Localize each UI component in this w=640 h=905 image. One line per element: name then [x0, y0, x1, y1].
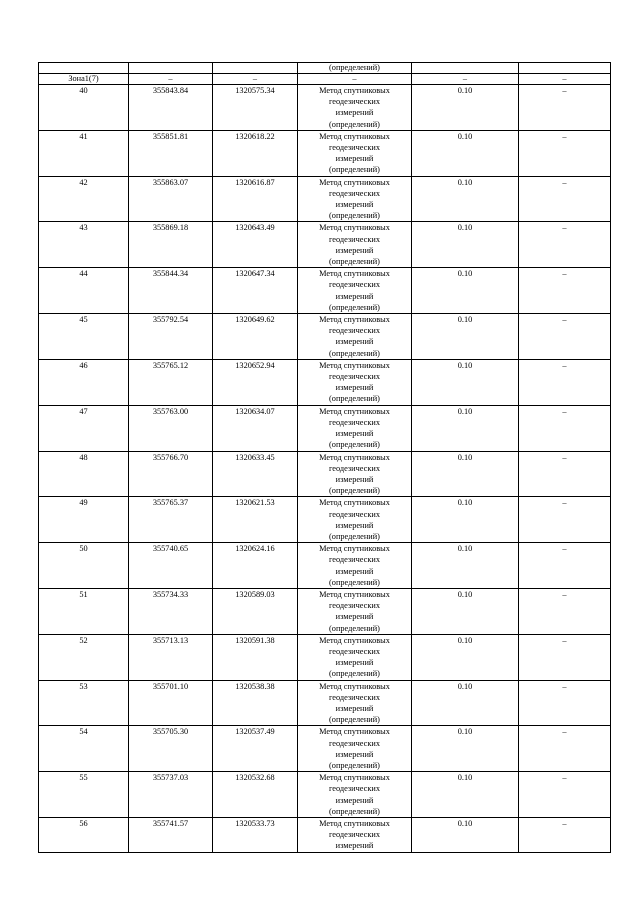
table-row — [39, 451, 611, 497]
method-line: Метод спутниковых — [319, 635, 390, 645]
point-number: 44 — [39, 268, 129, 314]
coord-y: 1320533.73 — [213, 818, 298, 853]
method-cell — [298, 451, 412, 497]
table-row — [39, 497, 611, 543]
method-line: (определений) — [329, 302, 380, 312]
note-cell: – — [519, 314, 611, 360]
table-row — [39, 634, 611, 680]
note-cell: – — [519, 634, 611, 680]
table-row — [39, 359, 611, 405]
method-line: геодезических — [329, 738, 380, 748]
method-line: геодезических — [329, 326, 380, 336]
method-line: (определений) — [329, 165, 380, 175]
point-number: 45 — [39, 314, 129, 360]
method-line: (определений) — [329, 119, 380, 129]
coord-y: 1320575.34 — [213, 85, 298, 131]
note-cell: – — [519, 405, 611, 451]
method-cell — [298, 405, 412, 451]
note-cell: – — [519, 176, 611, 222]
accuracy-value: 0.10 — [412, 726, 519, 772]
method-line: измерений — [335, 474, 374, 484]
method-line: геодезических — [329, 372, 380, 382]
method-line: измерений — [335, 520, 374, 530]
accuracy-value: 0.10 — [412, 222, 519, 268]
method-line: Метод спутниковых — [319, 589, 390, 599]
coord-x: 355765.12 — [129, 359, 213, 405]
point-number: 41 — [39, 130, 129, 176]
coord-y: 1320532.68 — [213, 772, 298, 818]
table-row — [39, 268, 611, 314]
method-line: геодезических — [329, 509, 380, 519]
zone-label: Зона1(7) — [39, 74, 129, 85]
method-line: Метод спутниковых — [319, 452, 390, 462]
accuracy-value: 0.10 — [412, 176, 519, 222]
coord-x: 355737.03 — [129, 772, 213, 818]
accuracy-value: 0.10 — [412, 451, 519, 497]
coord-x: 355741.57 — [129, 818, 213, 853]
table-row — [39, 726, 611, 772]
coord-y: 1320652.94 — [213, 359, 298, 405]
method-line: измерений — [335, 703, 374, 713]
coord-x: 355869.18 — [129, 222, 213, 268]
coord-y: 1320537.49 — [213, 726, 298, 772]
accuracy-value: 0.10 — [412, 497, 519, 543]
method-line: измерений — [335, 154, 374, 164]
method-line: геодезических — [329, 188, 380, 198]
method-line: Метод спутниковых — [319, 315, 390, 325]
point-number: 50 — [39, 543, 129, 589]
point-number: 56 — [39, 818, 129, 853]
table-row — [39, 818, 611, 853]
table-row — [39, 680, 611, 726]
point-number: 40 — [39, 85, 129, 131]
table-row — [39, 222, 611, 268]
method-line: (определений) — [329, 211, 380, 221]
method-cell — [298, 634, 412, 680]
coord-x: 355701.10 — [129, 680, 213, 726]
coord-y: 1320643.49 — [213, 222, 298, 268]
coord-y: 1320647.34 — [213, 268, 298, 314]
method-line: Метод спутниковых — [319, 681, 390, 691]
method-line: измерений — [335, 795, 374, 805]
coord-x: 355765.37 — [129, 497, 213, 543]
point-number: 48 — [39, 451, 129, 497]
method-line: (определений) — [329, 394, 380, 404]
cell-empty — [213, 63, 298, 74]
coord-x: 355740.65 — [129, 543, 213, 589]
table-row — [39, 588, 611, 634]
method-line: измерений — [335, 658, 374, 668]
method-line: измерений — [335, 383, 374, 393]
coord-y: 1320591.38 — [213, 634, 298, 680]
table-row — [39, 543, 611, 589]
method-line: Метод спутниковых — [319, 269, 390, 279]
method-line: (определений) — [329, 760, 380, 770]
method-cell — [298, 543, 412, 589]
method-line: геодезических — [329, 601, 380, 611]
zone-cell: – — [213, 74, 298, 85]
table-row — [39, 176, 611, 222]
accuracy-value: 0.10 — [412, 818, 519, 853]
method-line: измерений — [335, 108, 374, 118]
method-line: геодезических — [329, 463, 380, 473]
method-line: (определений) — [329, 348, 380, 358]
method-line: геодезических — [329, 234, 380, 244]
method-line: измерений — [335, 612, 374, 622]
cell-empty — [412, 63, 519, 74]
zone-cell: – — [519, 74, 611, 85]
method-cell — [298, 85, 412, 131]
note-cell: – — [519, 130, 611, 176]
coord-y: 1320616.87 — [213, 176, 298, 222]
coordinates-table — [38, 62, 611, 853]
accuracy-value: 0.10 — [412, 588, 519, 634]
method-cell — [298, 818, 412, 853]
method-line: (определений) — [329, 806, 380, 816]
method-line: Метод спутниковых — [319, 406, 390, 416]
point-number: 49 — [39, 497, 129, 543]
method-cell — [298, 772, 412, 818]
method-line: (определений) — [329, 669, 380, 679]
method-line: (определений) — [329, 531, 380, 541]
method-line: Метод спутниковых — [319, 177, 390, 187]
method-line: (определений) — [329, 486, 380, 496]
coord-x: 355851.81 — [129, 130, 213, 176]
note-cell: – — [519, 497, 611, 543]
coord-y: 1320633.45 — [213, 451, 298, 497]
accuracy-value: 0.10 — [412, 543, 519, 589]
point-number: 53 — [39, 680, 129, 726]
method-line: измерений — [335, 749, 374, 759]
coord-x: 355843.84 — [129, 85, 213, 131]
method-line: Метод спутниковых — [319, 819, 390, 828]
point-number: 46 — [39, 359, 129, 405]
method-cell — [298, 222, 412, 268]
method-line: геодезических — [329, 830, 380, 840]
coord-y: 1320634.07 — [213, 405, 298, 451]
note-cell: – — [519, 818, 611, 853]
method-line: (определений) — [329, 715, 380, 725]
coord-y: 1320538.38 — [213, 680, 298, 726]
zone-cell: – — [412, 74, 519, 85]
table-row — [39, 405, 611, 451]
coord-x: 355734.33 — [129, 588, 213, 634]
table-row — [39, 314, 611, 360]
method-cell — [298, 680, 412, 726]
method-line: геодезических — [329, 417, 380, 427]
note-cell: – — [519, 451, 611, 497]
method-line: (определений) — [329, 257, 380, 267]
method-line: геодезических — [329, 280, 380, 290]
coord-x: 355844.34 — [129, 268, 213, 314]
point-number: 43 — [39, 222, 129, 268]
accuracy-value: 0.10 — [412, 85, 519, 131]
method-cell — [298, 268, 412, 314]
method-line: Метод спутниковых — [319, 544, 390, 554]
method-line: Метод спутниковых — [319, 773, 390, 783]
coord-y: 1320649.62 — [213, 314, 298, 360]
method-cell — [298, 176, 412, 222]
method-line: геодезических — [329, 555, 380, 565]
method-line: измерений — [335, 291, 374, 301]
note-cell: – — [519, 772, 611, 818]
accuracy-value: 0.10 — [412, 772, 519, 818]
method-cell — [298, 726, 412, 772]
method-line: геодезических — [329, 646, 380, 656]
coord-y: 1320621.53 — [213, 497, 298, 543]
method-line: Метод спутниковых — [319, 498, 390, 508]
method-line: измерений — [335, 245, 374, 255]
cell-method-tail: (определений) — [298, 63, 412, 74]
coord-y: 1320618.22 — [213, 130, 298, 176]
table-row-continuation — [39, 63, 611, 74]
point-number: 55 — [39, 772, 129, 818]
method-cell — [298, 359, 412, 405]
table-row — [39, 130, 611, 176]
point-number: 51 — [39, 588, 129, 634]
table-row — [39, 85, 611, 131]
coord-y: 1320624.16 — [213, 543, 298, 589]
method-line: измерений — [335, 566, 374, 576]
method-line: Метод спутниковых — [319, 131, 390, 141]
method-cell — [298, 588, 412, 634]
method-line: (определений) — [329, 440, 380, 450]
method-line: (определений) — [329, 623, 380, 633]
point-number: 54 — [39, 726, 129, 772]
method-line: геодезических — [329, 692, 380, 702]
note-cell: – — [519, 588, 611, 634]
method-line: измерений — [335, 841, 374, 851]
method-line: геодезических — [329, 784, 380, 794]
method-line: измерений — [335, 429, 374, 439]
zone-cell: – — [129, 74, 213, 85]
method-line: Метод спутниковых — [319, 360, 390, 370]
coord-x: 355766.70 — [129, 451, 213, 497]
note-cell: – — [519, 222, 611, 268]
coord-y: 1320589.03 — [213, 588, 298, 634]
note-cell: – — [519, 268, 611, 314]
accuracy-value: 0.10 — [412, 130, 519, 176]
method-line: геодезических — [329, 143, 380, 153]
note-cell: – — [519, 85, 611, 131]
coord-x: 355792.54 — [129, 314, 213, 360]
method-line: Метод спутниковых — [319, 727, 390, 737]
cell-empty — [129, 63, 213, 74]
accuracy-value: 0.10 — [412, 680, 519, 726]
note-cell: – — [519, 726, 611, 772]
coord-x: 355863.07 — [129, 176, 213, 222]
accuracy-value: 0.10 — [412, 314, 519, 360]
method-line: измерений — [335, 200, 374, 210]
method-cell — [298, 497, 412, 543]
cell-empty — [39, 63, 129, 74]
accuracy-value: 0.10 — [412, 405, 519, 451]
point-number: 47 — [39, 405, 129, 451]
method-line: (определений) — [329, 577, 380, 587]
cell-empty — [519, 63, 611, 74]
coord-x: 355713.13 — [129, 634, 213, 680]
zone-cell: – — [298, 74, 412, 85]
coord-x: 355763.00 — [129, 405, 213, 451]
table-row — [39, 772, 611, 818]
accuracy-value: 0.10 — [412, 634, 519, 680]
accuracy-value: 0.10 — [412, 268, 519, 314]
method-line: Метод спутниковых — [319, 223, 390, 233]
point-number: 52 — [39, 634, 129, 680]
note-cell: – — [519, 359, 611, 405]
accuracy-value: 0.10 — [412, 359, 519, 405]
method-cell — [298, 130, 412, 176]
point-number: 42 — [39, 176, 129, 222]
method-cell — [298, 314, 412, 360]
note-cell: – — [519, 543, 611, 589]
coord-x: 355705.30 — [129, 726, 213, 772]
table-row-zone — [39, 74, 611, 85]
method-line: измерений — [335, 337, 374, 347]
method-line: геодезических — [329, 97, 380, 107]
note-cell: – — [519, 680, 611, 726]
method-line: Метод спутниковых — [319, 86, 390, 95]
